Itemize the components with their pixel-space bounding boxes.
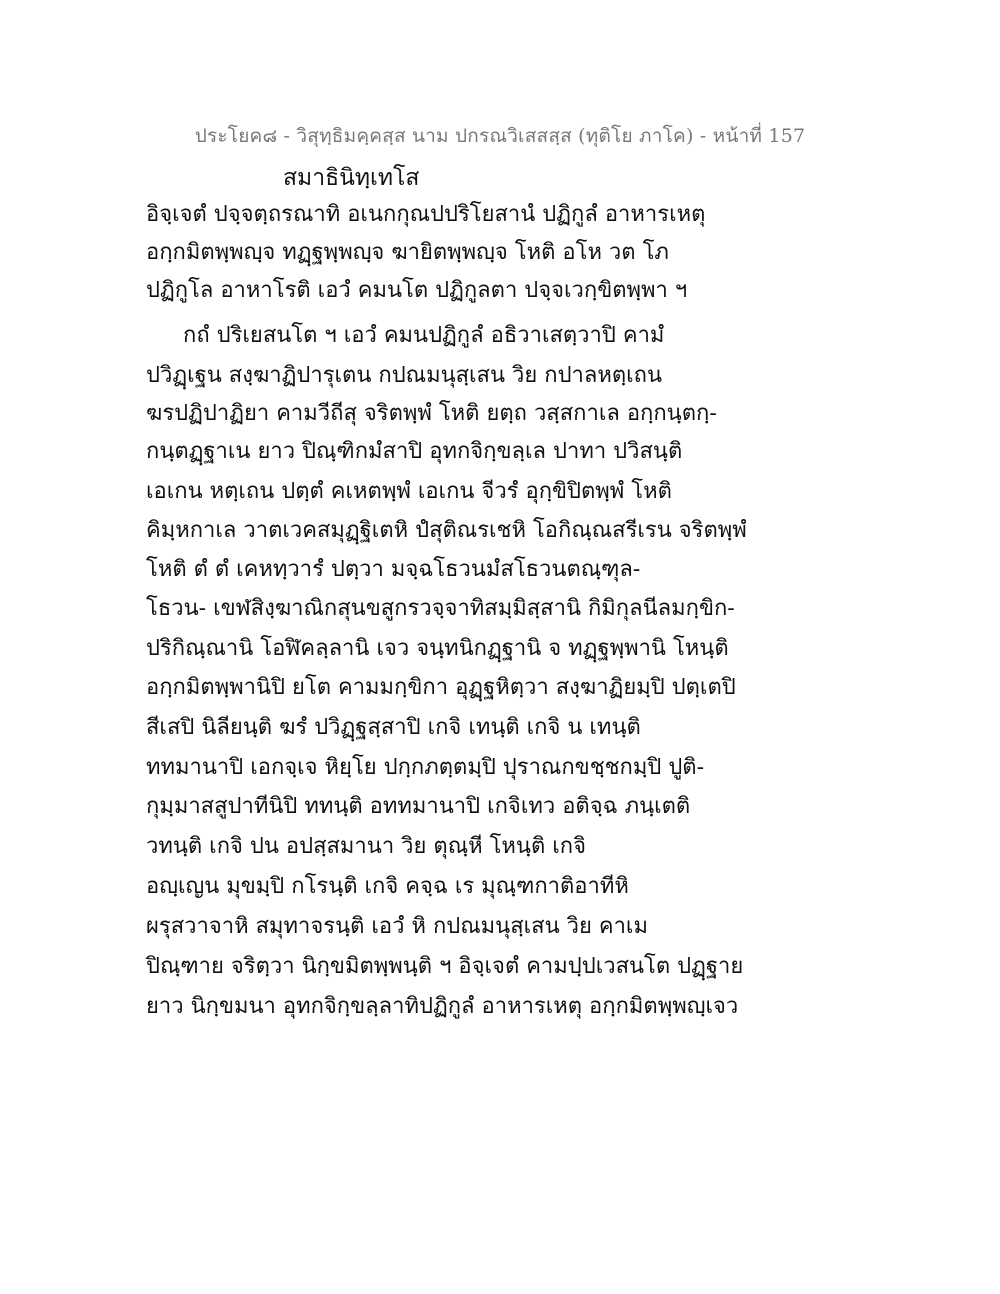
text-line: วทนฺติ เกจิ ปน อปสฺสมานา วิย ตุณฺหี โหนฺติ เกจิ	[146, 834, 586, 859]
text-line: ปิณฺฑาย จริตฺวา นิกฺขมิตพฺพนฺติ ฯ อิจฺเจตํ คามปฺปเวสนโต ปฏฺฐาย	[146, 954, 744, 979]
text-line: อกฺกมิตพฺพญฺจ ทฏฺฐพฺพญฺจ ฆายิตพฺพญฺจ โหติ อโห วต โภ	[146, 240, 669, 265]
text-line: สีเสปิ นิลียนฺติ ฆรํ ปวิฏฺฐสฺสาปิ เกจิ เทนฺติ เกจิ น เทนฺติ	[146, 715, 641, 740]
text-line: ปฏิกูโล อาหาโรติ เอวํ คมนโต ปฏิกูลตา ปจฺจเวกฺขิตพฺพา ฯ	[146, 278, 688, 303]
text-line: เอเกน หตฺเถน ปตฺตํ คเหตพฺพํ เอเกน จีวรํ อุกฺขิปิตพฺพํ โหติ	[146, 479, 672, 504]
text-line: คิมฺหกาเล วาตเวคสมุฏฺฐิเตหิ ปํสุติณรเชหิ โอกิณฺณสรีเรน จริตพฺพํ	[146, 518, 747, 543]
text-line: อญฺเญน มุขมฺปิ กโรนฺติ เกจิ คจฺฉ เร มุณฺฑกาติอาทีหิ	[146, 874, 629, 899]
running-header: ประโยค๘ - วิสุทฺธิมคฺคสฺส นาม ปกรณวิเสสสฺส (ทุติโย ภาโค) - หน้าที่ 157	[194, 125, 806, 147]
text-line: กุมฺมาสสูปาทีนิปิ ททนฺติ อททมานาปิ เกจิเทว อติจฺฉ ภนฺเตติ	[146, 794, 691, 819]
text-line: ผรุสวาจาหิ สมุทาจรนฺติ เอวํ หิ กปณมนุสฺเสน วิย คาเม	[146, 914, 648, 939]
text-line: ททมานาปิ เอกจฺเจ หิยฺโย ปกฺกภตฺตมฺปิ ปุราณกขชฺชกมฺปิ ปูติ-	[146, 755, 705, 780]
text-line: อิจฺเจตํ ปจฺจตฺถรณาทิ อเนกกุณปปริโยสานํ ปฏิกูลํ อาหารเหตุ	[146, 202, 706, 227]
text-line: กนฺตฏฺฐาเน ยาว ปิณฺฑิกมํสาปิ อุทกจิกฺขลฺเล ปาทา ปวิสนฺติ	[146, 439, 683, 464]
section-heading: สมาธินิทฺเทโส	[283, 165, 420, 191]
text-line: ปวิฏฺเฐน สงฺฆาฏิปารุเตน กปณมนุสฺเสน วิย กปาลหตฺเถน	[146, 363, 663, 388]
text-line: ฆรปฏิปาฏิยา คามวีถีสุ จริตพฺพํ โหติ ยตฺถ วสฺสกาเล อกฺกนฺตกฺ-	[146, 401, 717, 426]
text-line: อกฺกมิตพฺพานิปิ ยโต คามมกฺขิกา อุฏฺฐหิตฺวา สงฺฆาฏิยมฺปิ ปตฺเตปิ	[146, 675, 736, 700]
text-line: ยาว นิกฺขมนา อุทกจิกฺขลฺลาทิปฏิกูลํ อาหารเหตุ อกฺกมิตพฺพญฺเจว	[146, 994, 739, 1019]
text-line: กถํ ปริเยสนโต ฯ เอวํ คมนปฏิกูลํ อธิวาเสตฺวาปิ คามํ	[183, 323, 665, 348]
text-line: โหติ ตํ ตํ เคหทฺวารํ ปตฺวา มจฺฉโธวนมํสโธวนตณฺฑุล-	[146, 557, 641, 582]
text-line: ปริกิณฺณานิ โอฬิคลฺลานิ เจว จนฺทนิกฏฺฐานิ จ ทฏฺฐพฺพานิ โหนฺติ	[146, 636, 729, 661]
text-line: โธวน- เขฬสิงฺฆาณิกสุนขสูกรวจฺจาทิสมฺมิสฺสานิ กิมิกุลนีลมกฺขิก-	[146, 596, 735, 621]
